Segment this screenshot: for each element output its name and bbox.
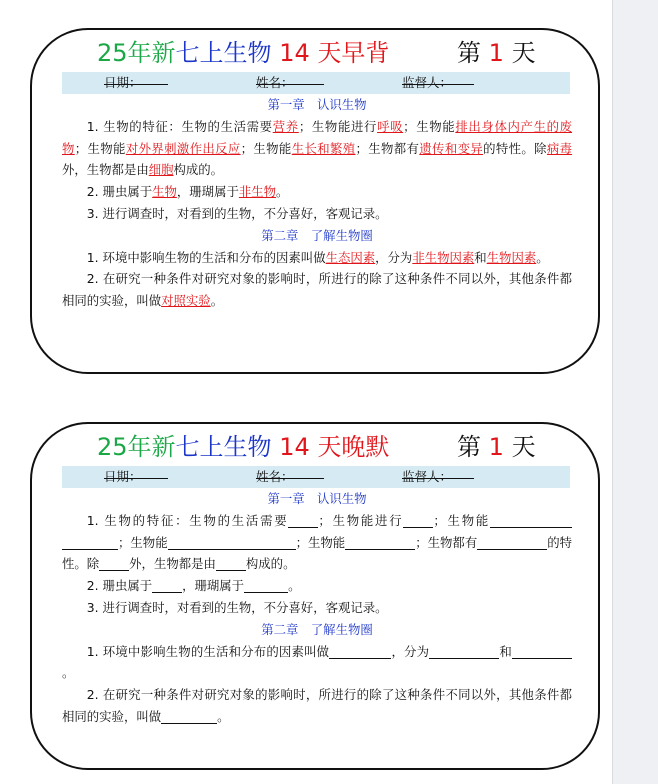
- answer: 营养: [272, 118, 299, 134]
- answer: 呼吸: [377, 118, 404, 134]
- info-bar: [62, 466, 570, 488]
- card-title: [32, 36, 598, 70]
- title-days: 14: [279, 433, 310, 461]
- fill-blank[interactable]: [329, 644, 391, 659]
- fill-blank[interactable]: [429, 644, 499, 659]
- fill-blank[interactable]: [477, 535, 547, 550]
- answer: 排出身体内产生的废物: [62, 118, 573, 156]
- answer: 细胞: [148, 162, 174, 178]
- chapter-title: 第一章 认识生物: [267, 491, 367, 506]
- fill-blank[interactable]: [403, 513, 433, 528]
- title-year: 25年新: [97, 39, 176, 67]
- title-year: 25年新: [97, 433, 176, 461]
- fill-blank[interactable]: [288, 513, 318, 528]
- paragraph: 2. 在研究一种条件对研究对象的影响时，所进行的除了这种条件不同以外，其他条件都相同的实验，叫做 。: [62, 687, 572, 724]
- date-label: 日期：: [104, 469, 142, 484]
- paragraph: 1. 环境中影响生物的生活和分布的因素叫做生态因素，分为非生物因素和生物因素。: [86, 249, 549, 265]
- fill-blank[interactable]: [512, 644, 542, 659]
- fill-blank[interactable]: [345, 535, 415, 550]
- answer: 生态因素: [325, 249, 376, 265]
- answer: 生物: [152, 184, 177, 200]
- answer: 病毒: [546, 140, 573, 156]
- fill-blank[interactable]: [168, 535, 296, 550]
- fill-blank[interactable]: [161, 709, 217, 724]
- title-subject: 七上生物: [175, 39, 272, 67]
- title-subject: 七上生物: [175, 433, 272, 461]
- supervisor-field[interactable]: [402, 72, 474, 85]
- morning-review-card: [30, 28, 600, 374]
- answer: 对外界刺激作出反应: [125, 140, 241, 156]
- fill-blank[interactable]: [244, 578, 288, 593]
- supervisor-label: 监督人：: [402, 75, 453, 90]
- fill-blank[interactable]: [490, 513, 572, 528]
- fill-blank[interactable]: [62, 535, 118, 550]
- paragraph: 1. 环境中影响生物的生活和分布的因素叫做 ，分为 和。: [62, 641, 572, 685]
- name-field[interactable]: [256, 466, 324, 479]
- paragraph: 2. 珊虫属于生物，珊瑚属于非生物。: [86, 184, 289, 200]
- chapter-title: 第二章 了解生物圈: [261, 227, 373, 243]
- name-field[interactable]: [256, 72, 324, 85]
- day-counter: 第 1 天: [457, 39, 536, 67]
- chapter-title: 第二章 了解生物圈: [261, 621, 373, 637]
- paragraph: 3. 进行调查时，对看到的生物，不分喜好，客观记录。: [86, 599, 388, 615]
- card-content: [62, 94, 572, 312]
- answer: 对照实验: [161, 293, 211, 309]
- paragraph: 2. 珊虫属于 ，珊瑚属于 。: [86, 578, 301, 594]
- answer: 非生物因素: [412, 249, 475, 265]
- evening-dictation-card: [30, 422, 600, 770]
- day-counter: 第 1 天: [457, 433, 536, 461]
- chapter-title: 第一章 认识生物: [267, 97, 367, 112]
- fill-blank[interactable]: [216, 556, 246, 571]
- date-field[interactable]: [104, 466, 168, 479]
- info-bar: [62, 72, 570, 94]
- supervisor-label: 监督人：: [402, 469, 453, 484]
- fill-blank[interactable]: [99, 556, 129, 571]
- paragraph: 2. 在研究一种条件对研究对象的影响时，所进行的除了这种条件不同以外，其他条件都相同的实验，叫做对照实验。: [62, 271, 572, 309]
- card-content: [62, 488, 572, 728]
- answer: 非生物: [238, 184, 277, 200]
- name-label: 姓名：: [256, 469, 294, 484]
- card-title: [32, 430, 598, 464]
- date-field[interactable]: [104, 72, 168, 85]
- paragraph: 1. 生物的特征：生物的生活需要 ；生物能进行 ；生物能；生物能 ；生物能 ；生物都有 的特性。除 外，生物都是由 构成的。: [62, 512, 573, 572]
- paragraph: 1. 生物的特征：生物的生活需要营养；生物能进行呼吸；生物能排出身体内产生的废物；生物能对外界刺激作出反应；生物能生长和繁殖；生物都有遗传和变异的特性。除病毒外，生物都是由细胞构成的。: [62, 118, 573, 178]
- title-label: 天早背: [317, 39, 390, 67]
- paragraph: 3. 进行调查时，对看到的生物，不分喜好，客观记录。: [86, 205, 388, 221]
- fill-blank[interactable]: [542, 644, 572, 659]
- title-days: 14: [279, 39, 310, 67]
- title-label: 天晚默: [317, 433, 390, 461]
- name-label: 姓名：: [256, 75, 294, 90]
- date-label: 日期：: [104, 75, 142, 90]
- answer: 生物因素: [486, 249, 537, 265]
- fill-blank[interactable]: [152, 578, 182, 593]
- supervisor-field[interactable]: [402, 466, 474, 479]
- answer: 生长和繁殖: [291, 140, 356, 156]
- answer: 遗传和变异: [419, 140, 484, 156]
